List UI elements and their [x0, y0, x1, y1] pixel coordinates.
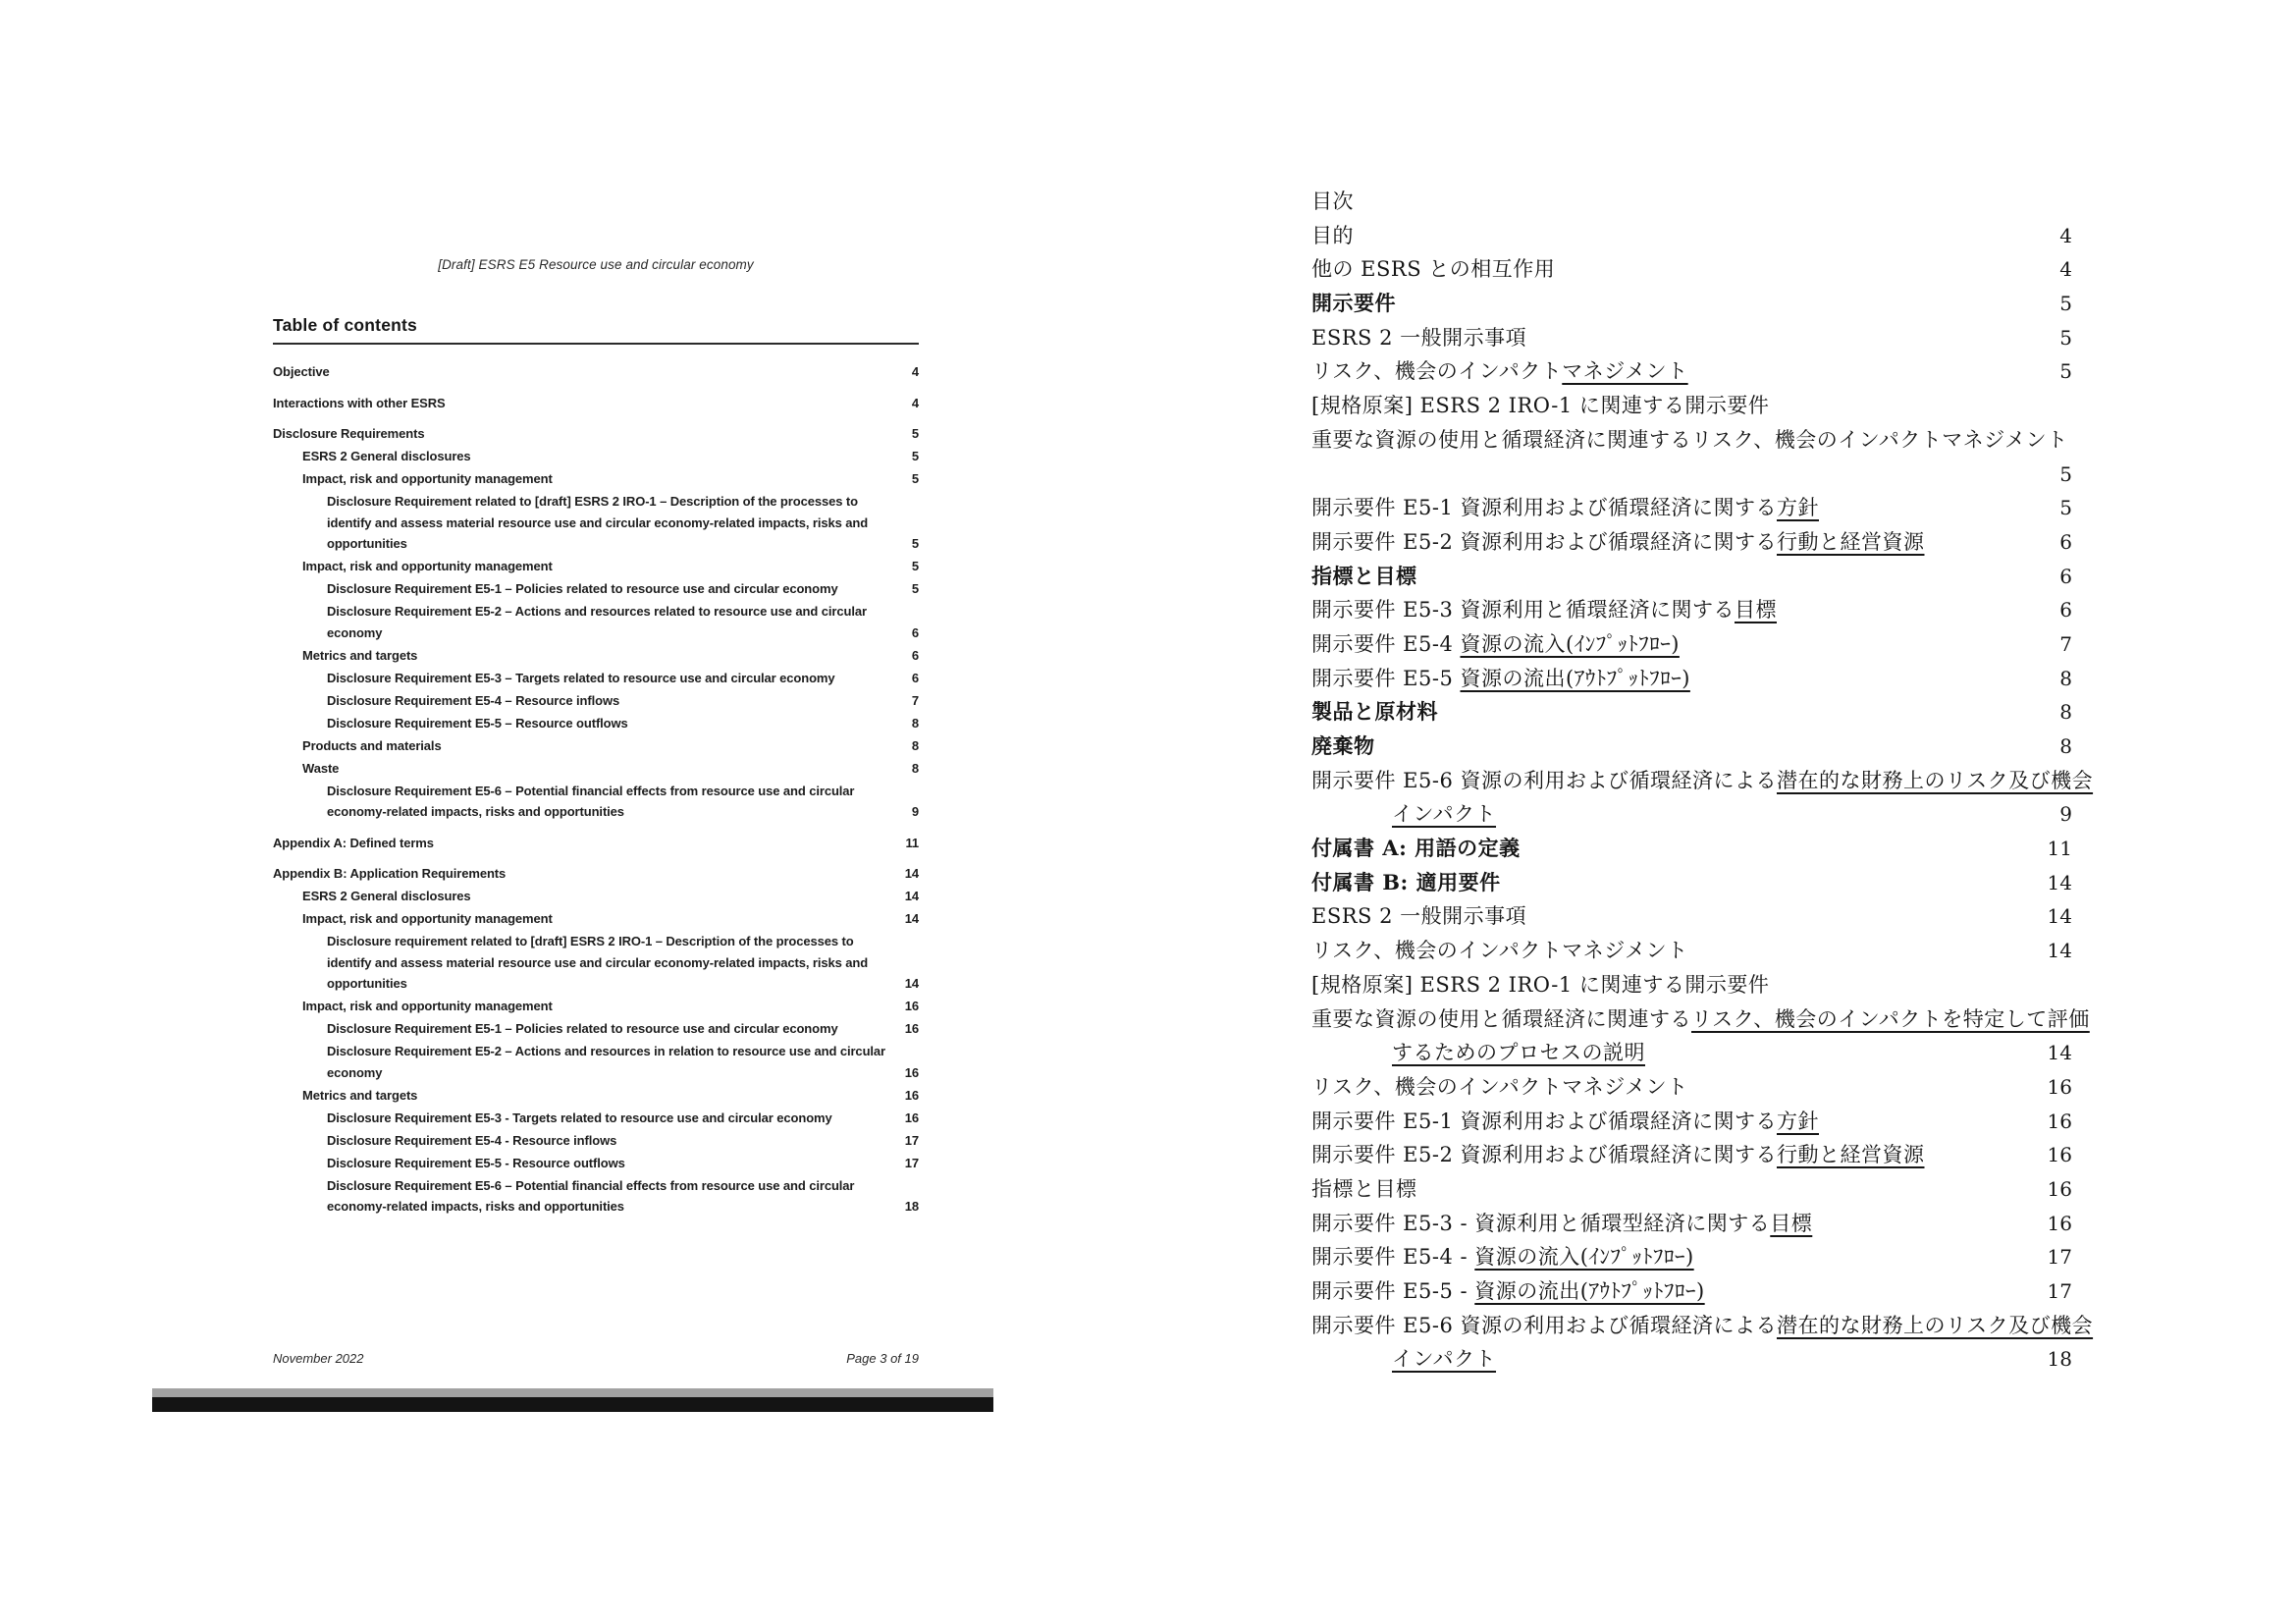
- page-footer: [273, 1351, 919, 1366]
- toc-entry-page: 9: [911, 804, 919, 819]
- toc-entry-text: Impact, risk and opportunity management: [302, 471, 553, 486]
- jp-toc-entry: [1311, 968, 2072, 1002]
- underlined-term: 資源の流入(ｲﾝﾌﾟｯﾄﾌﾛｰ): [1474, 1245, 1694, 1270]
- jp-toc-entry: [1311, 764, 2094, 798]
- jp-toc-entry-page: 9: [2059, 802, 2072, 827]
- footer-page-number: Page 3 of 19: [846, 1351, 919, 1366]
- toc-entry-text: Disclosure Requirement E5-6 – Potential financial effects from resource use and circular economy-related impacts, risks and opportunities: [327, 1177, 855, 1214]
- underlined-term: 方針: [1777, 1109, 1819, 1133]
- toc-entry-page: 16: [904, 1064, 919, 1080]
- toc-entries: [273, 361, 919, 1218]
- jp-toc-entry-text: [1311, 321, 1526, 355]
- toc-entry: [273, 601, 919, 643]
- toc-entry: [273, 781, 919, 823]
- footer-date: November 2022: [273, 1351, 364, 1366]
- jp-toc-entry: [1311, 1002, 2090, 1037]
- jp-toc-entry-page: 6: [2059, 529, 2072, 554]
- toc-entry-text: Metrics and targets: [302, 647, 418, 663]
- toc-entry-text: Appendix A: Defined terms: [273, 835, 434, 850]
- toc-entry: [273, 491, 919, 555]
- toc-entry-page: 8: [911, 760, 919, 776]
- toc-entry-text: Disclosure Requirement E5-2 – Actions and resources related to resource use and circular economy: [327, 604, 867, 640]
- toc-entry-page: 17: [904, 1155, 919, 1170]
- toc-entry: [273, 1175, 919, 1218]
- plain-term: ESRS 2 一般開示事項: [1311, 325, 1527, 350]
- toc-entry-page: 16: [904, 999, 919, 1013]
- toc-entry: [273, 423, 919, 445]
- jp-toc-entry: [1311, 354, 2072, 389]
- scan-edge-black-bar: [152, 1397, 993, 1412]
- jp-toc-entry-page: 14: [2047, 904, 2072, 929]
- jp-toc-entry: [1311, 1342, 2072, 1377]
- jp-toc-entry: [1311, 934, 2072, 968]
- toc-entry: [273, 446, 919, 467]
- toc-entry-text: Disclosure Requirement E5-5 – Resource outflows: [327, 715, 628, 731]
- jp-toc-entry-text: [1311, 423, 2068, 458]
- toc-entry-page: 14: [904, 976, 919, 991]
- toc-entry-page: 8: [911, 737, 919, 753]
- jp-toc-entries: [1311, 219, 2094, 1377]
- toc-entry-text: ESRS 2 General disclosures: [302, 889, 471, 903]
- plain-term: 開示要件 E5-6 資源の利用および循環経済による: [1311, 768, 1777, 792]
- jp-toc-entry-page: 17: [2047, 1279, 2072, 1303]
- jp-toc-entry-page: 11: [2047, 837, 2072, 861]
- toc-entry: [273, 393, 919, 414]
- jp-toc-entry-text: [1311, 730, 1375, 764]
- toc-entry-page: 4: [911, 395, 919, 410]
- jp-toc-entry-text: [1311, 1309, 2093, 1343]
- document-header: [Draft] ESRS E5 Resource use and circular economy: [438, 257, 754, 272]
- jp-toc-entry-page: 5: [2059, 461, 2072, 486]
- plain-term: 他の ESRS との相互作用: [1311, 257, 1556, 282]
- underlined-term: リスク、機会のインパクトを特定して評価: [1691, 1006, 2090, 1031]
- toc-entry-text: Disclosure requirement related to [draft] ESRS 2 IRO-1 – Description of the processes to identify and assess material resource use and circular economy-related impacts, risks and opportunities: [327, 934, 869, 991]
- toc-entry: [273, 668, 919, 689]
- toc-entry: [273, 996, 919, 1017]
- plain-term: 開示要件 E5-4 -: [1311, 1245, 1475, 1270]
- jp-toc-entry: [1311, 491, 2072, 525]
- jp-toc-entry: [1311, 1172, 2072, 1207]
- underlined-term: 資源の流出(ｱｳﾄﾌﾟｯﾄﾌﾛｰ): [1474, 1279, 1705, 1303]
- jp-toc-entry-text: [1311, 593, 1777, 627]
- jp-toc-entry: [1311, 866, 2072, 900]
- toc-entry: [273, 361, 919, 383]
- toc-entry-page: 5: [911, 449, 919, 463]
- toc-entry-page: 17: [904, 1132, 919, 1148]
- jp-toc-entry-text: [1311, 832, 1521, 866]
- jp-toc-entry-page: 6: [2059, 564, 2072, 588]
- jp-toc-entry-text: [1311, 1207, 1812, 1241]
- underlined-term: 目標: [1735, 598, 1777, 623]
- plain-term: 開示要件 E5-3 - 資源利用と循環型経済に関する: [1311, 1211, 1771, 1235]
- plain-term: リスク、機会のインパクトマネジメント: [1311, 1074, 1688, 1099]
- jp-toc-entry: [1311, 899, 2072, 934]
- jp-toc-entry-text: [1311, 525, 1925, 560]
- jp-toc-entry: [1311, 1207, 2072, 1241]
- jp-toc-entry-page: 8: [2059, 700, 2072, 725]
- underlined-term: マネジメント: [1562, 359, 1688, 384]
- jp-toc-entry-page: 18: [2047, 1347, 2072, 1372]
- underlined-term: 資源の流出(ｱｳﾄﾌﾟｯﾄﾌﾛｰ): [1460, 666, 1690, 690]
- jp-toc-entry-text: [1311, 219, 1354, 253]
- plain-term: 廃棄物: [1311, 733, 1375, 758]
- underlined-term: 資源の流入(ｲﾝﾌﾟｯﾄﾌﾛｰ): [1460, 631, 1680, 656]
- jp-toc-entry-page: 14: [2047, 1041, 2072, 1065]
- plain-term: 付属書 B: 適用要件: [1311, 869, 1501, 894]
- toc-entry: [273, 1153, 919, 1174]
- toc-entry: [273, 1041, 919, 1083]
- jp-toc-entry-text: [1311, 1342, 1496, 1377]
- jp-toc-entry-page: 4: [2059, 223, 2072, 247]
- jp-toc-entry-text: [1311, 560, 1417, 594]
- left-page: [273, 257, 919, 1218]
- jp-toc-entry-text: [1311, 662, 1690, 696]
- toc-entry-text: Impact, risk and opportunity management: [302, 559, 553, 573]
- toc-entry: [273, 578, 919, 600]
- underlined-term: 目標: [1770, 1211, 1813, 1235]
- jp-toc-entry-page: 16: [2047, 1143, 2072, 1167]
- jp-toc-entry: [1311, 252, 2072, 287]
- jp-toc-entry-page: 17: [2047, 1245, 2072, 1270]
- jp-toc-entry-page: 7: [2059, 631, 2072, 656]
- toc-entry: [273, 908, 919, 930]
- jp-toc-entry-page: 16: [2047, 1074, 2072, 1099]
- toc-entry: [273, 1130, 919, 1152]
- jp-toc-entry: [1311, 1309, 2094, 1343]
- plain-term: ESRS 2 一般開示事項: [1311, 904, 1527, 929]
- toc-entry-text: Disclosure Requirement E5-4 - Resource inflows: [327, 1132, 617, 1148]
- plain-term: 製品と原材料: [1311, 699, 1438, 725]
- toc-entry-page: 5: [911, 426, 919, 441]
- toc-entry-page: 11: [905, 835, 919, 850]
- jp-toc-entry: [1311, 1138, 2072, 1172]
- jp-toc-entry-page: 8: [2059, 666, 2072, 690]
- jp-toc-entry-text: [1311, 934, 1688, 968]
- jp-toc-entry-text: [1311, 252, 1555, 287]
- jp-toc-entry: [1311, 525, 2072, 560]
- jp-toc-entry-text: [1311, 695, 1438, 730]
- toc-entry-text: Disclosure Requirement E5-1 – Policies related to resource use and circular economy: [327, 1021, 838, 1036]
- toc-entry-text: Products and materials: [302, 737, 442, 753]
- underlined-term: 潜在的な財務上のリスク及び機会: [1777, 768, 2094, 792]
- toc-entry: [273, 735, 919, 757]
- plain-term: 開示要件 E5-2 資源利用および循環経済に関する: [1311, 1143, 1777, 1167]
- toc-entry: [273, 645, 919, 667]
- jp-toc-entry-text: [1311, 1138, 1925, 1172]
- scan-edge-gray-bar: [152, 1388, 993, 1397]
- toc-entry-page: 16: [904, 1110, 919, 1125]
- jp-toc-entry-text: [1311, 354, 1688, 389]
- jp-toc-entry: [1311, 797, 2072, 832]
- toc-entry-text: Disclosure Requirements: [273, 426, 425, 441]
- toc-entry-text: Disclosure Requirement E5-4 – Resource inflows: [327, 692, 620, 708]
- toc-entry: [273, 931, 919, 995]
- jp-toc-entry-page: 16: [2047, 1211, 2072, 1235]
- jp-toc-entry: [1311, 627, 2072, 662]
- jp-toc-entry-text: [1311, 1070, 1688, 1105]
- plain-term: 開示要件 E5-2 資源利用および循環経済に関する: [1311, 529, 1777, 554]
- underlined-term: 方針: [1777, 496, 1819, 520]
- toc-entry-page: 6: [911, 624, 919, 640]
- jp-toc-entry: [1311, 458, 2072, 492]
- jp-toc-entry-page: 16: [2047, 1176, 2072, 1201]
- jp-toc-entry: [1311, 287, 2072, 321]
- toc-entry: [273, 468, 919, 490]
- toc-entry: [273, 758, 919, 780]
- jp-toc-entry-text: [1311, 866, 1501, 900]
- toc-entry-page: 5: [911, 581, 919, 596]
- toc-entry: [273, 1018, 919, 1040]
- jp-toc-entry-page: 5: [2059, 325, 2072, 350]
- toc-entry: [273, 863, 919, 885]
- toc-entry-page: 8: [911, 715, 919, 731]
- jp-toc-entry-text: [1311, 389, 1769, 423]
- jp-toc-entry: [1311, 560, 2072, 594]
- toc-entry-page: 5: [911, 471, 919, 486]
- jp-toc-entry-page: 5: [2059, 359, 2072, 384]
- jp-toc-entry-text: [1311, 968, 1769, 1002]
- toc-entry-page: 7: [911, 692, 919, 708]
- toc-entry: [273, 713, 919, 734]
- plain-term: リスク、機会のインパクト: [1311, 359, 1563, 384]
- toc-entry: [273, 833, 919, 854]
- plain-term: 開示要件: [1311, 291, 1396, 316]
- jp-toc-entry: [1311, 832, 2072, 866]
- jp-toc-entry-text: [1311, 1105, 1819, 1139]
- jp-toc-entry-text: [1311, 899, 1526, 934]
- underlined-term: インパクト: [1392, 1347, 1497, 1372]
- plain-term: 重要な資源の使用と循環経済に関連するリスク、機会のインパクトマネジメント: [1311, 427, 2068, 452]
- jp-toc-title: 目次: [1311, 189, 1354, 213]
- toc-entry-page: 14: [904, 889, 919, 903]
- jp-toc-entry-text: [1311, 627, 1680, 662]
- jp-toc-entry-text: [1311, 287, 1396, 321]
- toc-entry-page: 4: [911, 364, 919, 379]
- plain-term: 目的: [1311, 223, 1354, 247]
- jp-toc-entry-text: [1311, 797, 1496, 832]
- underlined-term: 潜在的な財務上のリスク及び機会: [1777, 1313, 2094, 1337]
- plain-term: 開示要件 E5-1 資源利用および循環経済に関する: [1311, 496, 1777, 520]
- jp-toc-entry-page: 14: [2047, 870, 2072, 894]
- toc-entry-page: 5: [911, 536, 919, 551]
- jp-toc-entry-page: 5: [2059, 292, 2072, 316]
- toc-entry: [273, 556, 919, 577]
- jp-toc-entry-text: [1311, 1240, 1694, 1274]
- jp-toc-entry: [1311, 321, 2072, 355]
- toc-entry-text: ESRS 2 General disclosures: [302, 449, 471, 463]
- toc-entry-page: 18: [904, 1199, 919, 1214]
- plain-term: 重要な資源の使用と循環経済に関連する: [1311, 1006, 1691, 1031]
- jp-toc-entry-text: [1311, 1002, 2090, 1037]
- jp-toc-entry: [1311, 423, 2072, 458]
- plain-term: 開示要件 E5-3 資源利用と循環経済に関する: [1311, 598, 1735, 623]
- toc-entry-page: 6: [911, 670, 919, 685]
- jp-toc-entry: [1311, 219, 2072, 253]
- jp-toc-entry: [1311, 730, 2072, 764]
- toc-entry-text: Disclosure Requirement E5-6 – Potential financial effects from resource use and circular economy-related impacts, risks and opportunities: [327, 783, 855, 819]
- jp-toc-entry-text: [1311, 1172, 1417, 1207]
- plain-term: 付属書 A: 用語の定義: [1311, 836, 1521, 861]
- toc-entry-text: Appendix B: Application Requirements: [273, 866, 507, 881]
- plain-term: [規格原案] ESRS 2 IRO-1 に関連する開示要件: [1311, 394, 1770, 418]
- plain-term: 開示要件 E5-4: [1311, 631, 1461, 656]
- jp-toc-entry-page: 6: [2059, 598, 2072, 623]
- underlined-term: インパクト: [1392, 802, 1497, 827]
- toc-entry-text: Impact, risk and opportunity management: [302, 911, 553, 926]
- toc-entry-text: Objective: [273, 364, 330, 379]
- toc-entry-text: Disclosure Requirement E5-3 - Targets related to resource use and circular economy: [327, 1110, 832, 1125]
- toc-entry-text: Waste: [302, 760, 340, 776]
- plain-term: 開示要件 E5-1 資源利用および循環経済に関する: [1311, 1109, 1777, 1133]
- toc-entry-text: Disclosure Requirement E5-1 – Policies related to resource use and circular economy: [327, 581, 838, 596]
- jp-toc-entry: [1311, 662, 2072, 696]
- underlined-term: 行動と経営資源: [1777, 1143, 1925, 1167]
- underlined-term: するためのプロセスの説明: [1392, 1041, 1645, 1065]
- jp-toc-entry-text: [1311, 1274, 1705, 1309]
- underlined-term: 行動と経営資源: [1777, 529, 1925, 554]
- jp-toc-entry-page: 14: [2047, 939, 2072, 963]
- jp-toc-entry: [1311, 1105, 2072, 1139]
- jp-toc-entry-page: 5: [2059, 496, 2072, 520]
- jp-toc-entry-page: 4: [2059, 257, 2072, 282]
- jp-toc-entry: [1311, 389, 2072, 423]
- jp-toc-entry: [1311, 1240, 2072, 1274]
- toc-title: Table of contents: [273, 315, 919, 345]
- toc-entry-page: 16: [904, 1021, 919, 1036]
- jp-toc-entry-text: [1311, 764, 2093, 798]
- jp-toc-entry: [1311, 1036, 2072, 1070]
- jp-toc-entry: [1311, 695, 2072, 730]
- plain-term: リスク、機会のインパクトマネジメント: [1311, 939, 1688, 963]
- plain-term: [規格原案] ESRS 2 IRO-1 に関連する開示要件: [1311, 972, 1770, 997]
- toc-entry-page: 5: [911, 559, 919, 573]
- toc-entry-text: Disclosure Requirement related to [draft] ESRS 2 IRO-1 – Description of the processes to identify and assess material resource use and circular economy-related impacts, risks and opportunities: [327, 494, 869, 551]
- toc-entry-page: 6: [911, 647, 919, 663]
- jp-toc-entry-page: 16: [2047, 1109, 2072, 1133]
- plain-term: 開示要件 E5-5: [1311, 666, 1461, 690]
- toc-entry-page: 14: [904, 866, 919, 881]
- toc-entry-page: 16: [904, 1087, 919, 1103]
- jp-toc-entry: [1311, 1070, 2072, 1105]
- toc-entry: [273, 690, 919, 712]
- toc-entry: [273, 1108, 919, 1129]
- toc-entry-text: Metrics and targets: [302, 1087, 418, 1103]
- plain-term: 開示要件 E5-5 -: [1311, 1279, 1475, 1303]
- toc-entry-text: Disclosure Requirement E5-2 – Actions and resources in relation to resource use and circular economy: [327, 1044, 886, 1080]
- jp-toc-entry: [1311, 593, 2072, 627]
- plain-term: 指標と目標: [1311, 563, 1417, 588]
- plain-term: 指標と目標: [1311, 1176, 1417, 1201]
- plain-term: 開示要件 E5-6 資源の利用および循環経済による: [1311, 1313, 1777, 1337]
- jp-toc-entry: [1311, 1274, 2072, 1309]
- toc-entry-text: Interactions with other ESRS: [273, 395, 446, 410]
- toc-entry: [273, 886, 919, 907]
- toc-entry-text: Disclosure Requirement E5-3 – Targets related to resource use and circular economy: [327, 670, 835, 685]
- jp-toc-entry-text: [1311, 491, 1819, 525]
- jp-toc-entry-page: 8: [2059, 734, 2072, 758]
- toc-entry-text: Disclosure Requirement E5-5 - Resource outflows: [327, 1155, 625, 1170]
- toc-entry-text: Impact, risk and opportunity management: [302, 999, 553, 1013]
- jp-toc-title-row: [1311, 185, 2072, 219]
- right-page: [1311, 185, 2094, 1377]
- toc-entry-page: 14: [904, 911, 919, 926]
- toc-entry: [273, 1085, 919, 1107]
- jp-toc-entry-text: [1311, 1036, 1645, 1070]
